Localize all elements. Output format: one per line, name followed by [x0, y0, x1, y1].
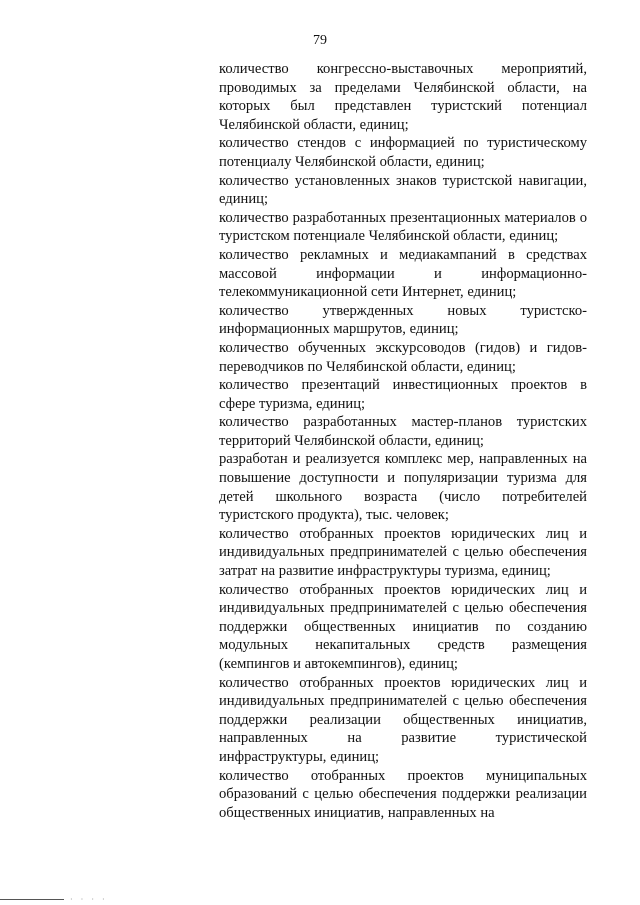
list-item: разработан и реализуется комплекс мер, направленных на повышение доступности и популяризации туризма для детей школьного возраста (число потребителей туристского продукта), тыс. человек; [219, 451, 587, 524]
list-item: количество разработанных презентационных материалов о туристском потенциале Челябинской области, единиц; [219, 209, 587, 245]
list-item: количество рекламных и медиакампаний в средствах массовой информации и информационно-телекоммуникационной сети Интернет, единиц; [219, 246, 587, 301]
list-item: количество утвержденных новых туристско-информационных маршрутов, единиц; [219, 302, 587, 338]
page-number: 79 [313, 33, 327, 48]
list-item: количество разработанных мастер-планов туристских территорий Челябинской области, единиц; [219, 414, 587, 449]
list-item: количество конгрессно-выставочных мероприятий, проводимых за пределами Челябинской области, на которых был представлен туристский потенциал Челябинской области, единиц; [219, 61, 587, 133]
list-item: количество отобранных проектов юридических лиц и индивидуальных предпринимателей с целью обеспечения затрат на развитие инфраструктуры туризма, единиц; [219, 525, 587, 580]
footer-marks: · · · · [70, 895, 108, 904]
list-item: количество обученных экскурсоводов (гидов) и гидов-переводчиков по Челябинской области, единиц; [219, 339, 587, 375]
list-item: количество отобранных проектов юридических лиц и индивидуальных предпринимателей с целью обеспечения поддержки реализации общественных инициатив, направленных на развитие туристической инфраструктуры, единиц; [219, 674, 587, 765]
list-item: количество установленных знаков туристской навигации, единиц; [219, 172, 587, 208]
footer-rule [0, 899, 64, 900]
list-item: количество отобранных проектов муниципальных образований с целью обеспечения поддержки реализации общественных инициатив, направленных на [219, 767, 587, 821]
list-item: количество отобранных проектов юридических лиц и индивидуальных предпринимателей с целью обеспечения поддержки общественных инициатив по созданию модульных некапитальных средств размещения (кемпингов и автокемпингов), единиц; [219, 581, 587, 672]
list-item: количество стендов с информацией по туристическому потенциалу Челябинской области, единиц; [219, 135, 587, 170]
document-body [219, 60, 587, 822]
list-item: количество презентаций инвестиционных проектов в сфере туризма, единиц; [219, 377, 587, 412]
